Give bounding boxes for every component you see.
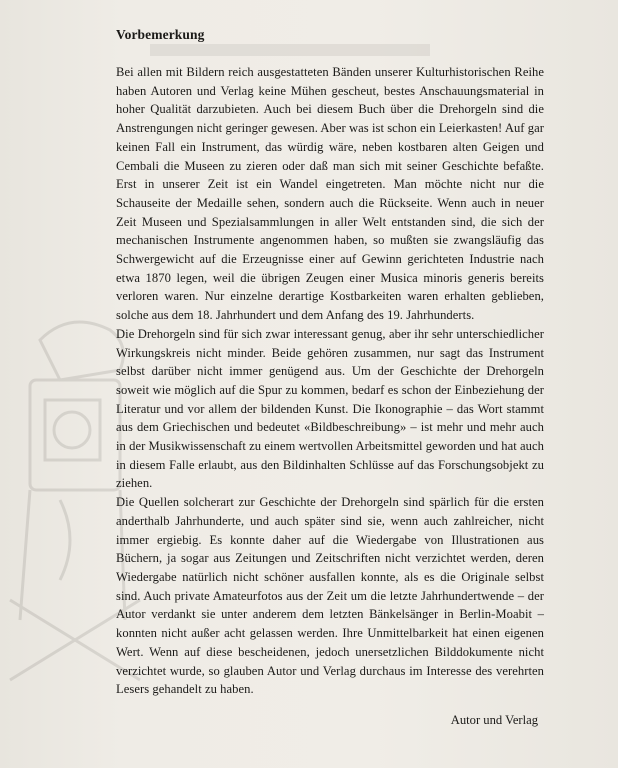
signature: Autor und Verlag [450, 712, 538, 727]
page-heading: Vorbemerkung [116, 27, 205, 42]
paragraph-3: Die Quellen solcherart zur Geschichte der Drehorgeln sind spärlich für die ersten anderthalb Jahrhunderte, und auch später sind sie, wenn auch zahlreicher, nicht immer ergiebig. Es konnte daher auf die Wiedergabe von Illustrationen aus Büchern, ja sogar aus Zeitungen und Zeitschriften nicht verzichtet werden, deren Wiedergabe natürlich nicht schöner ausfallen konnte, als es die Originale selbst sind. Auch private Amateurfotos aus der Zeit um die letzte Jahrhundertwende – der Autor verdankt sie unter anderem dem letzten Bänkelsänger in Berlin-Moabit – konnten nicht außer acht gelassen werden. Ihre Unmittelbarkeit hat einen eigenen Wert. Wenn auf diese bescheidenen, jedoch unersetzlichen Bilddokumente nicht verzichtet wurde, so glauben Autor und Verlag durchaus im Interesse des verehrten Lesers gehandelt zu haben. [116, 495, 544, 697]
text-block [116, 26, 544, 729]
paragraph-1: Bei allen mit Bildern reich ausgestatteten Bänden unserer Kulturhistorischen Reihe haben Autoren und Verlag keine Mühen gescheut, bestes Anschauungsmaterial in hoher Qualität darzubieten. Auch bei diesem Buch über die Drehorgeln sind die Anstrengungen nicht geringer gewesen. Aber was ist schon ein Leierkasten! Auf gar keinen Fall ein Instrument, das würdig wäre, neben kostbaren alten Geigen und Cembali die Museen zu zieren oder daß man sich mit seiner Geschichte befaßte. Erst in unserer Zeit ist ein Wandel eingetreten. Man möchte nicht nur die Schauseite der Medaille sehen, sondern auch die Rückseite. Wenn auch in neuer Zeit Museen und Spezialsammlungen in aller Welt entstanden sind, die sich der mechanischen Instrumente angenommen haben, so mußten sie zwangsläufig das Schwergewicht auf die Erzeugnisse einer auf Gewinn gerichteten Industrie nach etwa 1870 legen, weil die übrigen Zeugen einer Musica minoris generis bereits verloren waren. Nur einzelne derartige Kostbarkeiten waren erhalten geblieben, solche aus dem 18. Jahrhundert und dem Anfang des 19. Jahrhunderts. [116, 65, 544, 323]
paragraph-2: Die Drehorgeln sind für sich zwar interessant genug, aber ihr sehr unterschiedlicher Wirkungskreis nicht minder. Beide gehören zusammen, nur sagt das Instrument selbst darüber nicht immer genügend aus. Um der Geschichte der Drehorgeln soweit wie möglich auf die Spur zu kommen, bedarf es schon der Einbeziehung der Literatur und vor allem der bildenden Kunst. Die Ikonographie – das Wort stammt aus dem Griechischen und bedeutet «Bildbeschreibung» – ist mehr und mehr auch in der Musikwissenschaft zu einem wertvollen Arbeitsmittel geworden und hat auch in diesem Falle erlaubt, aus den Bildinhalten Schlüsse auf das Forschungsobjekt zu ziehen. [116, 326, 544, 491]
